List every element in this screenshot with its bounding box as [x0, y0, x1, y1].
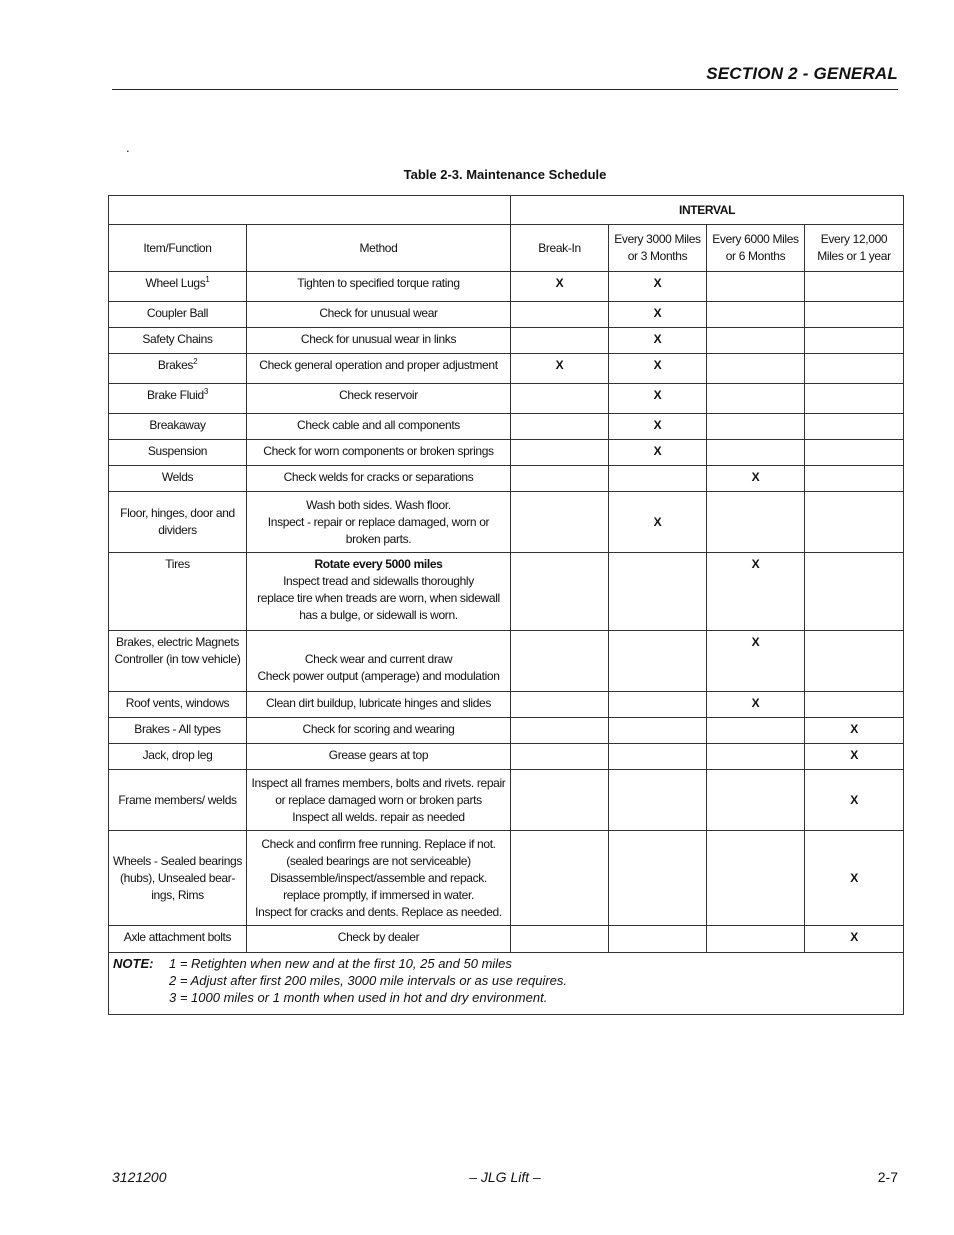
interval-3000-mark: X — [609, 440, 707, 466]
item-label: Roof vents, windows — [125, 696, 230, 710]
interval-3000-mark — [609, 718, 707, 744]
interval-3000-mark: X — [609, 354, 707, 384]
item-label: Floor, hinges, door and dividers — [120, 506, 235, 537]
method-line: Inspect all welds. repair as needed — [292, 809, 465, 824]
item-cell — [109, 770, 247, 831]
column-header-3000-miles: Every 3000 Miles or 3 Months — [609, 225, 707, 272]
method-line: Check power output (amperage) and modulation — [257, 669, 500, 683]
interval-12000-mark — [805, 692, 904, 718]
item-cell — [109, 926, 247, 953]
interval-6000-mark — [707, 926, 805, 953]
item-label: Brake Fluid — [147, 388, 204, 402]
note-label: NOTE: — [113, 956, 154, 971]
item-label: Breakaway — [149, 418, 206, 432]
method-line: Inspect - repair or replace damaged, worn or broken parts. — [267, 514, 490, 546]
item-cell — [109, 718, 247, 744]
table-row — [109, 272, 904, 302]
note-line: 3 = 1000 miles or 1 month when used in hot and dry environment. — [169, 990, 548, 1005]
break-in-mark — [511, 770, 609, 831]
footnote-ref: 2 — [193, 357, 198, 366]
item-label: Brakes, electric Magnets Controller (in tow vehicle) — [114, 635, 241, 666]
table-row — [109, 692, 904, 718]
table-row — [109, 466, 904, 492]
interval-12000-mark — [805, 328, 904, 354]
document-number: 3121200 — [112, 1169, 167, 1185]
method-line: Tighten to specified torque rating — [297, 276, 460, 290]
method-cell — [247, 384, 511, 414]
interval-6000-mark — [707, 354, 805, 384]
item-cell — [109, 384, 247, 414]
method-line: Check for worn components or broken springs — [263, 444, 494, 458]
method-cell — [247, 692, 511, 718]
table-row — [109, 718, 904, 744]
method-line: Check cable and all components — [297, 418, 460, 432]
break-in-mark — [511, 553, 609, 631]
column-header-break-in: Break-In — [511, 225, 609, 272]
interval-3000-mark: X — [609, 272, 707, 302]
interval-12000-mark: X — [805, 744, 904, 770]
interval-3000-mark — [609, 692, 707, 718]
interval-3000-mark: X — [609, 328, 707, 354]
item-label: Frame members/ welds — [118, 792, 237, 807]
note-row — [109, 953, 904, 1015]
method-line: Check for scoring and wearing — [302, 722, 455, 736]
break-in-mark — [511, 492, 609, 553]
interval-6000-mark: X — [707, 631, 805, 692]
interval-3000-mark — [609, 926, 707, 953]
column-header-12000-miles: Every 12,000 Miles or 1 year — [805, 225, 904, 272]
method-line: Check wear and current draw — [304, 652, 453, 666]
table-row — [109, 302, 904, 328]
table-row — [109, 831, 904, 926]
table-row — [109, 926, 904, 953]
table-row — [109, 354, 904, 384]
break-in-mark — [511, 302, 609, 328]
interval-header: INTERVAL — [511, 196, 904, 225]
break-in-mark — [511, 744, 609, 770]
method-cell — [247, 553, 511, 631]
method-line: replace tire when treads are worn, when sidewall has a bulge, or sidewall is worn. — [257, 591, 500, 622]
item-label: Wheel Lugs — [145, 276, 206, 290]
schedule-body — [109, 272, 904, 953]
interval-12000-mark — [805, 466, 904, 492]
method-cell — [247, 354, 511, 384]
note-line: 1 = Retighten when new and at the first 10, 25 and 50 miles — [169, 956, 512, 971]
interval-6000-mark — [707, 831, 805, 926]
method-cell — [247, 926, 511, 953]
method-line: Disassemble/inspect/assemble and repack. — [270, 870, 487, 885]
item-label: Suspension — [147, 444, 208, 458]
interval-6000-mark — [707, 414, 805, 440]
footer-brand: – JLG Lift – — [469, 1169, 541, 1185]
item-label: Tires — [165, 557, 190, 571]
stray-mark: . — [126, 140, 130, 155]
interval-12000-mark — [805, 631, 904, 692]
note-cell — [109, 953, 904, 1015]
item-cell — [109, 631, 247, 692]
item-label: Wheels - Sealed bearings (hubs), Unsealed bear-ings, Rims — [112, 853, 242, 902]
page-number: 2-7 — [877, 1169, 898, 1185]
item-cell — [109, 414, 247, 440]
interval-3000-mark: X — [609, 384, 707, 414]
item-cell — [109, 831, 247, 926]
method-line: (sealed bearings are not serviceable) — [286, 853, 471, 868]
method-cell — [247, 492, 511, 553]
interval-12000-mark: X — [805, 926, 904, 953]
method-cell — [247, 631, 511, 692]
interval-header-row — [109, 196, 904, 225]
interval-6000-mark — [707, 440, 805, 466]
interval-12000-mark — [805, 354, 904, 384]
method-line: Inspect all frames members, bolts and rivets. repair or replace damaged worn or broken parts — [251, 775, 506, 807]
break-in-mark — [511, 466, 609, 492]
interval-6000-mark — [707, 744, 805, 770]
interval-3000-mark — [609, 631, 707, 692]
interval-6000-mark — [707, 384, 805, 414]
table-row — [109, 553, 904, 631]
method-line: Check reservoir — [339, 388, 418, 402]
column-header-6000-miles: Every 6000 Miles or 6 Months — [707, 225, 805, 272]
item-cell — [109, 492, 247, 553]
interval-6000-mark: X — [707, 692, 805, 718]
header-rule — [112, 89, 898, 90]
method-cell — [247, 770, 511, 831]
break-in-mark — [511, 631, 609, 692]
interval-3000-mark: X — [609, 302, 707, 328]
method-line: Check for unusual wear — [319, 306, 438, 320]
interval-12000-mark — [805, 384, 904, 414]
interval-6000-mark — [707, 272, 805, 302]
method-cell — [247, 328, 511, 354]
method-cell — [247, 440, 511, 466]
interval-3000-mark — [609, 466, 707, 492]
interval-3000-mark — [609, 831, 707, 926]
item-label: Safety Chains — [142, 332, 213, 346]
method-line: Grease gears at top — [328, 748, 429, 762]
item-cell — [109, 440, 247, 466]
break-in-mark: X — [511, 354, 609, 384]
interval-6000-mark: X — [707, 466, 805, 492]
item-label: Coupler Ball — [146, 306, 209, 320]
footnote-ref: 3 — [203, 387, 208, 396]
item-cell — [109, 302, 247, 328]
item-label: Jack, drop leg — [142, 748, 213, 762]
method-line: Check for unusual wear in links — [300, 332, 457, 346]
interval-12000-mark — [805, 302, 904, 328]
break-in-mark: X — [511, 272, 609, 302]
item-cell — [109, 692, 247, 718]
table-row — [109, 631, 904, 692]
method-line: Check and confirm free running. Replace if not. — [261, 836, 496, 851]
footnote-ref: 1 — [205, 275, 210, 284]
method-line: Inspect for cracks and dents. Replace as needed. — [255, 904, 502, 919]
interval-12000-mark — [805, 492, 904, 553]
break-in-mark — [511, 328, 609, 354]
maintenance-schedule-table — [108, 195, 904, 1015]
method-cell — [247, 718, 511, 744]
interval-12000-mark — [805, 553, 904, 631]
item-label: Brakes — [157, 358, 194, 372]
method-line: Clean dirt buildup, lubricate hinges and slides — [265, 696, 492, 710]
table-row — [109, 384, 904, 414]
method-cell — [247, 414, 511, 440]
break-in-mark — [511, 692, 609, 718]
interval-6000-mark: X — [707, 553, 805, 631]
interval-6000-mark — [707, 770, 805, 831]
break-in-mark — [511, 718, 609, 744]
interval-3000-mark: X — [609, 414, 707, 440]
item-label: Axle attachment bolts — [123, 930, 232, 944]
column-header-row — [109, 225, 904, 272]
item-cell — [109, 744, 247, 770]
item-cell — [109, 354, 247, 384]
interval-3000-mark — [609, 770, 707, 831]
method-line: Check by dealer — [337, 930, 420, 944]
table-caption: Table 2-3. Maintenance Schedule — [403, 167, 607, 182]
interval-6000-mark — [707, 328, 805, 354]
item-cell — [109, 272, 247, 302]
interval-12000-mark — [805, 414, 904, 440]
interval-12000-mark — [805, 272, 904, 302]
note-line: 2 = Adjust after first 200 miles, 3000 mile intervals or as use requires. — [169, 973, 568, 988]
break-in-mark — [511, 440, 609, 466]
blank-header-cell — [109, 196, 511, 225]
break-in-mark — [511, 384, 609, 414]
break-in-mark — [511, 831, 609, 926]
item-label: Brakes - All types — [134, 722, 221, 736]
break-in-mark — [511, 414, 609, 440]
item-cell — [109, 466, 247, 492]
item-label: Welds — [161, 470, 194, 484]
method-emphasis: Rotate every 5000 miles — [314, 557, 443, 571]
interval-3000-mark — [609, 744, 707, 770]
table-row — [109, 440, 904, 466]
break-in-mark — [511, 926, 609, 953]
method-cell — [247, 831, 511, 926]
method-line: Check general operation and proper adjustment — [259, 358, 498, 372]
interval-3000-mark: X — [609, 492, 707, 553]
table-row — [109, 328, 904, 354]
method-line: Wash both sides. Wash floor. — [306, 497, 451, 512]
item-cell — [109, 328, 247, 354]
interval-12000-mark — [805, 440, 904, 466]
method-cell — [247, 744, 511, 770]
interval-12000-mark: X — [805, 770, 904, 831]
table-row — [109, 770, 904, 831]
section-header-title: SECTION 2 - GENERAL — [706, 64, 898, 83]
column-header-method: Method — [247, 225, 511, 272]
interval-12000-mark: X — [805, 831, 904, 926]
method-line: Check welds for cracks or separations — [283, 470, 474, 484]
item-cell — [109, 553, 247, 631]
table-row — [109, 744, 904, 770]
interval-3000-mark — [609, 553, 707, 631]
interval-6000-mark — [707, 492, 805, 553]
table-row — [109, 492, 904, 553]
method-cell — [247, 272, 511, 302]
interval-6000-mark — [707, 302, 805, 328]
note-lines — [169, 955, 899, 1006]
interval-12000-mark: X — [805, 718, 904, 744]
method-line: Inspect tread and sidewalls thoroughly — [283, 574, 474, 588]
method-cell — [247, 466, 511, 492]
interval-6000-mark — [707, 718, 805, 744]
method-line: replace promptly, if immersed in water. — [283, 887, 474, 902]
method-cell — [247, 302, 511, 328]
column-header-item: Item/Function — [109, 225, 247, 272]
table-row — [109, 414, 904, 440]
